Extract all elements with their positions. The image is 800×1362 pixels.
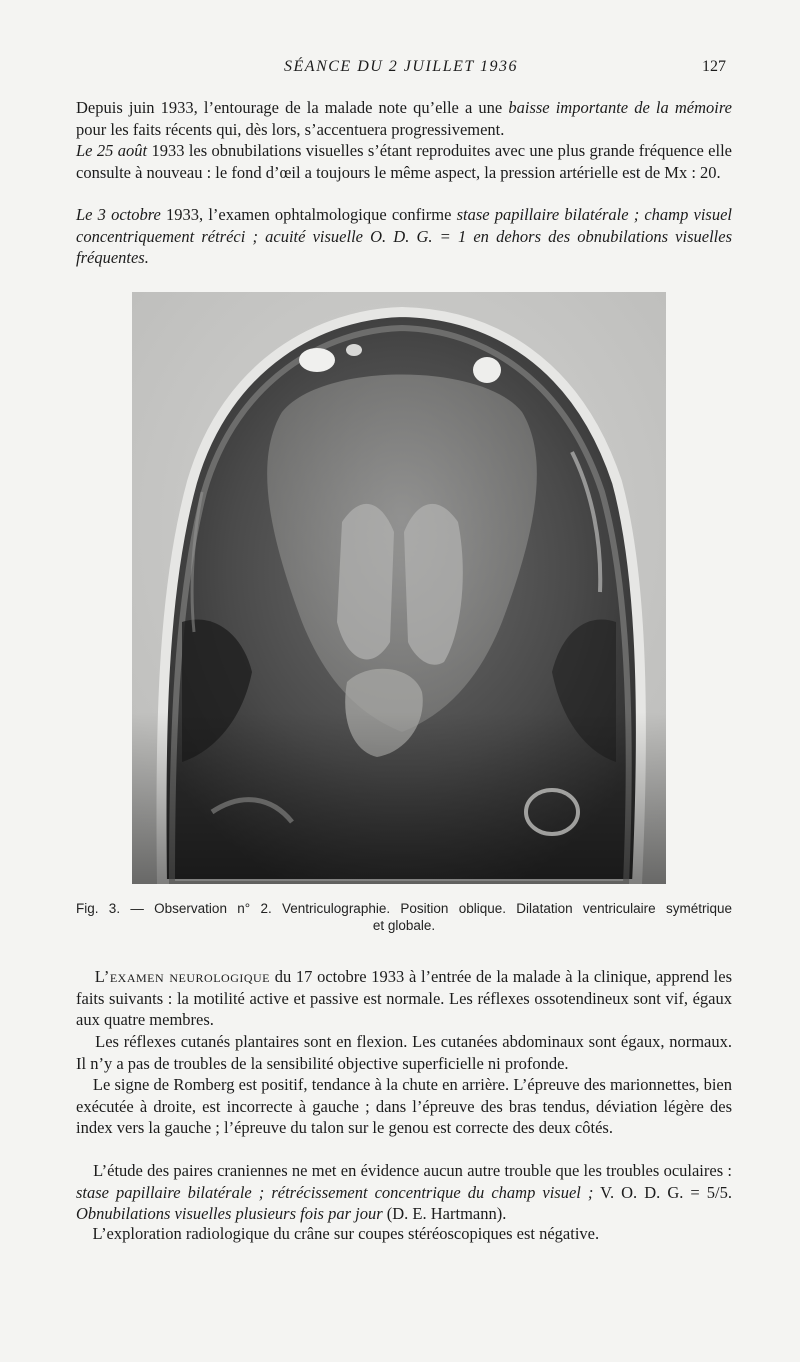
- figure-caption: [76, 900, 732, 934]
- paragraph-reflexes: [76, 1031, 732, 1074]
- air-spot-left: [299, 348, 335, 372]
- page-header: [76, 58, 726, 82]
- p4-text-b: du 17 octobre 1933 à l’entrée de la malade à la clinique, apprend les faits suivants : la motilité active et passive est normale. Les réflexes ossotendineux sont vif, égaux aux quatre membres.: [76, 967, 732, 1029]
- p7-text-b: stase papillaire bilatérale ; rétrécissement concentrique du champ visuel ;: [76, 1182, 594, 1202]
- air-spot-right: [473, 357, 501, 383]
- page-number: 127: [702, 58, 726, 75]
- running-title: SÉANCE DU 2 JUILLET 1936: [284, 58, 518, 75]
- xray-skull-illustration: [132, 292, 666, 884]
- p1-text-a: Depuis juin 1933, l’entourage de la malade note qu’elle a une: [76, 98, 509, 117]
- p7-text-d: Obnubilations visuelles plusieurs fois par jour: [76, 1204, 383, 1223]
- paragraph-august: [76, 140, 732, 183]
- p1-text-b: baisse importante de la mémoire: [508, 98, 732, 117]
- paragraph-memory: [76, 97, 732, 140]
- p7-text-e: (D. E. Hartmann).: [382, 1204, 507, 1223]
- p2-text-a: Le 25 août: [76, 141, 148, 160]
- p8-text: L’exploration radiologique du crâne sur coupes stéréoscopiques est négative.: [92, 1224, 600, 1243]
- paragraph-romberg: [76, 1074, 732, 1139]
- p3-text-b: 1933, l’examen ophtalmologique confirme: [160, 205, 457, 224]
- ventriculography-xray-image: [132, 292, 666, 884]
- p2-text-b: 1933 les obnubilations visuelles s’étant reproduites avec une plus grande fréquence elle consulte à nouveau : le fond d’œil a toujours le même aspect, la pression artérielle est de Mx : 20.: [76, 141, 732, 182]
- paragraph-neuro-exam: [76, 966, 732, 1031]
- caption-line-2: et globale.: [372, 918, 436, 933]
- paragraph-october: [76, 204, 732, 269]
- p3-text-c: stase papillaire bilatérale ; champ visuel concentriquement rétréci ; acuité visuelle O. D. G. = 1 en dehors des obnubilations visuelles fréquentes.: [76, 205, 732, 267]
- caption-line-1: Fig. 3. — Observation n° 2. Ventriculographie. Position oblique. Dilatation ventriculaire symétrique: [76, 901, 732, 916]
- p7-text-c: V. O. D. G. = 5/5.: [593, 1182, 732, 1202]
- p4-text-a: L’examen neurologique: [94, 967, 271, 986]
- p3-text-a: Le 3 octobre: [76, 205, 161, 224]
- p7-text-a: L’étude des paires craniennes ne met en évidence aucun autre trouble que les troubles oculaires :: [93, 1161, 732, 1180]
- p5-text: Les réflexes cutanés plantaires sont en flexion. Les cutanées abdominaux sont égaux, normaux. Il n’y a pas de troubles de la sensibilité objective superficielle ni profonde.: [76, 1032, 733, 1073]
- paragraph-radiology: [76, 1223, 732, 1245]
- p6-text: Le signe de Romberg est positif, tendance à la chute en arrière. L’épreuve des marionnettes, bien exécutée à droite, est incorrecte à gauche ; dans l’épreuve des bras tendus, déviation légère des index vers la gauche ; l’épreuve du talon sur le genou est correcte des deux côtés.: [76, 1075, 733, 1137]
- p1-text-c: pour les faits récents qui, dès lors, s’accentuera progressivement.: [76, 119, 505, 139]
- paragraph-cranial-nerves: [76, 1160, 732, 1225]
